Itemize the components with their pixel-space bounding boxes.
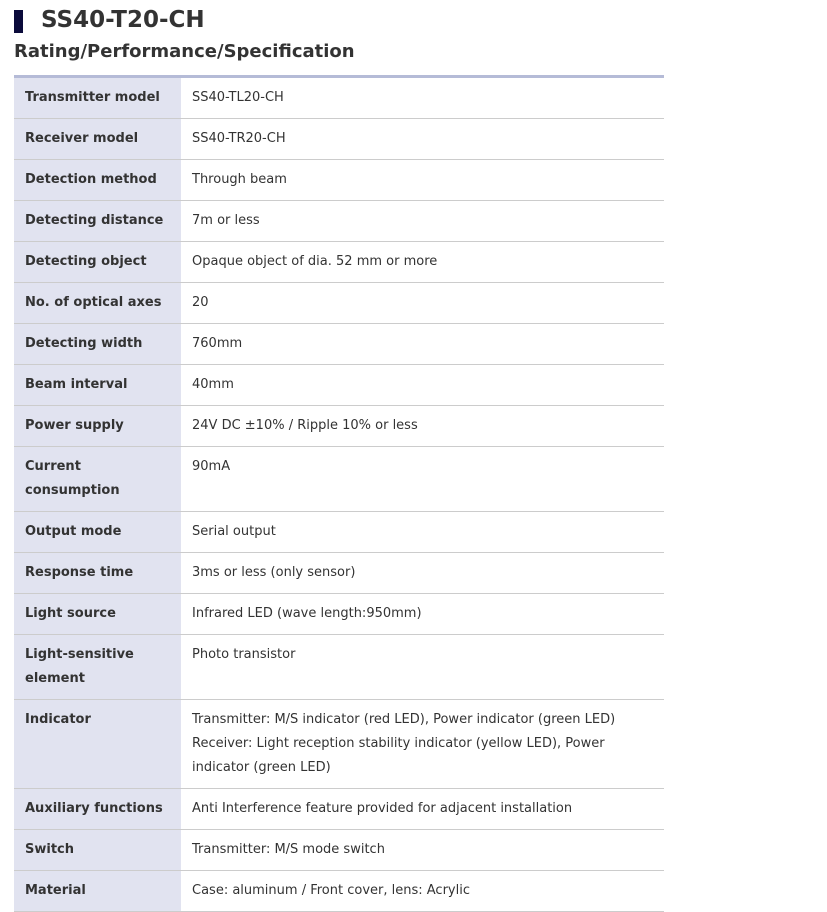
spec-value — [181, 830, 664, 871]
spec-row — [14, 789, 664, 830]
spec-value — [181, 871, 664, 912]
spec-row — [14, 700, 664, 789]
spec-value — [181, 635, 664, 700]
spec-value-line: Serial output — [192, 524, 276, 539]
spec-label: Detecting object — [14, 242, 181, 283]
spec-label: Detection method — [14, 160, 181, 201]
spec-value — [181, 283, 664, 324]
spec-label: Power supply — [14, 406, 181, 447]
spec-row — [14, 324, 664, 365]
spec-row — [14, 242, 664, 283]
spec-row — [14, 830, 664, 871]
spec-value — [181, 365, 664, 406]
spec-value — [181, 447, 664, 512]
section-title: Rating/Performance/Specification — [14, 41, 355, 62]
spec-row — [14, 553, 664, 594]
spec-label: Material — [14, 871, 181, 912]
spec-label: Response time — [14, 553, 181, 594]
spec-row — [14, 512, 664, 553]
spec-value-line: 40mm — [192, 377, 234, 392]
spec-value — [181, 77, 664, 119]
page-heading — [14, 4, 205, 36]
spec-row — [14, 871, 664, 912]
spec-value — [181, 553, 664, 594]
spec-value-line: 3ms or less (only sensor) — [192, 565, 356, 580]
spec-value-line: 24V DC ±10% / Ripple 10% or less — [192, 418, 418, 433]
spec-value — [181, 201, 664, 242]
spec-value-line: Anti Interference feature provided for adjacent installation — [192, 801, 573, 816]
spec-row — [14, 77, 664, 119]
spec-label: Light source — [14, 594, 181, 635]
spec-value — [181, 119, 664, 160]
spec-value — [181, 160, 664, 201]
spec-row — [14, 201, 664, 242]
spec-label: Auxiliary functions — [14, 789, 181, 830]
spec-value — [181, 789, 664, 830]
spec-value-line: Infrared LED (wave length:950mm) — [192, 606, 422, 621]
spec-label: Indicator — [14, 700, 181, 789]
spec-label: Switch — [14, 830, 181, 871]
spec-value-line: 7m or less — [192, 213, 260, 228]
spec-value-line: Case: aluminum / Front cover, lens: Acrylic — [192, 883, 470, 898]
spec-value-line: Transmitter: M/S mode switch — [192, 842, 385, 857]
spec-label: Receiver model — [14, 119, 181, 160]
spec-value-line: SS40-TR20-CH — [192, 131, 286, 146]
spec-row — [14, 635, 664, 700]
title-accent-bar — [14, 10, 23, 33]
spec-row — [14, 594, 664, 635]
spec-value-line: Transmitter: M/S indicator (red LED), Power indicator (green LED) — [192, 712, 616, 727]
spec-row — [14, 119, 664, 160]
page-title: SS40-T20-CH — [41, 7, 205, 33]
spec-value-line: Receiver: Light reception stability indicator (yellow LED), Power indicator (green LED) — [192, 736, 605, 775]
spec-label: Detecting width — [14, 324, 181, 365]
spec-value — [181, 512, 664, 553]
spec-value — [181, 700, 664, 789]
spec-label: Output mode — [14, 512, 181, 553]
spec-label: Detecting distance — [14, 201, 181, 242]
spec-label: Transmitter model — [14, 77, 181, 119]
spec-value-line: 760mm — [192, 336, 243, 351]
spec-label: Current consumption — [14, 447, 181, 512]
spec-label: Beam interval — [14, 365, 181, 406]
spec-value-line: Opaque object of dia. 52 mm or more — [192, 254, 438, 269]
spec-value — [181, 406, 664, 447]
spec-label: Light-sensitive element — [14, 635, 181, 700]
spec-value — [181, 324, 664, 365]
spec-row — [14, 365, 664, 406]
spec-row — [14, 406, 664, 447]
spec-value-line: Photo transistor — [192, 647, 296, 662]
spec-value — [181, 594, 664, 635]
spec-value-line: SS40-TL20-CH — [192, 90, 284, 105]
spec-row — [14, 447, 664, 512]
spec-label: No. of optical axes — [14, 283, 181, 324]
spec-table — [14, 75, 664, 912]
spec-row — [14, 160, 664, 201]
spec-value-line: Through beam — [192, 172, 287, 187]
spec-value — [181, 242, 664, 283]
spec-row — [14, 283, 664, 324]
spec-value-line: 90mA — [192, 459, 231, 474]
spec-value-line: 20 — [192, 295, 209, 310]
